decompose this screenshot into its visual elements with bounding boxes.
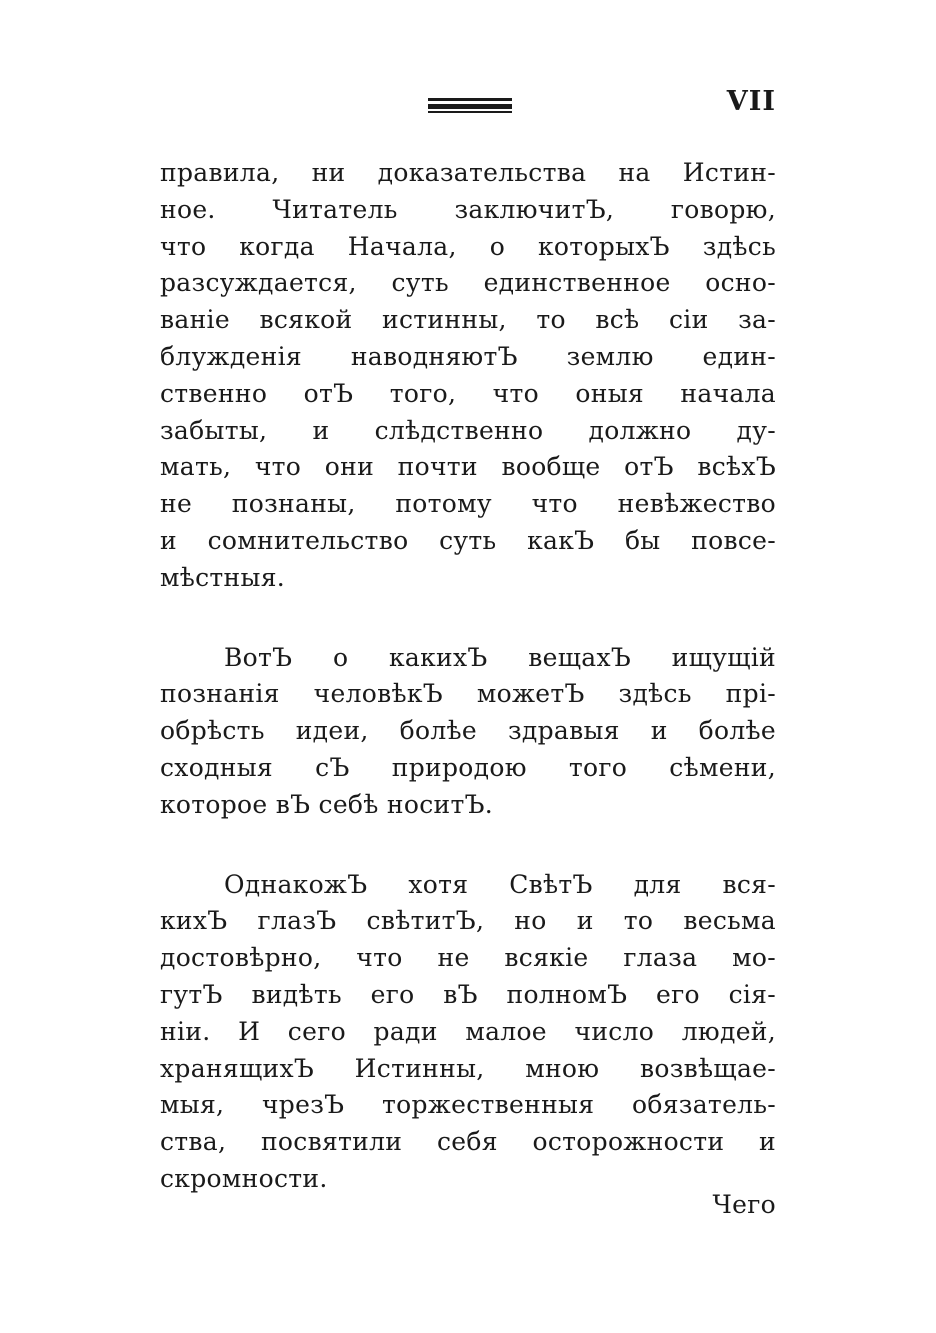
- text-line: обрѣсть идеи, болѣе здравыя и болѣе: [160, 716, 776, 746]
- text-line: мѣстныя.: [160, 562, 286, 592]
- text-line: мыя, чрезЪ торжественныя обязатель-: [160, 1090, 776, 1120]
- text-line: гутЪ видѣть его вЪ полномЪ его сія-: [160, 979, 776, 1009]
- text-line: блужденія наводняютЪ землю един-: [160, 341, 776, 371]
- text-line: познанія человѣкЪ можетЪ здѣсь прі-: [160, 679, 776, 709]
- paragraph-spacer: [160, 597, 776, 640]
- text-line: достовѣрно, что не всякіе глаза мо-: [160, 943, 776, 973]
- paragraph-2: [160, 640, 776, 824]
- body-text: [160, 155, 776, 1198]
- text-line: и сомнительство суть какЪ бы повсе-: [160, 525, 776, 555]
- text-line: мать, что они почти вообще отЪ всѣхЪ: [160, 452, 776, 482]
- text-line: ваніе всякой истинны, то всѣ сіи за-: [160, 305, 776, 335]
- paragraph-1: [160, 155, 776, 597]
- rule-line-middle: [428, 104, 512, 109]
- text-line: забыты, и слѣдственно должно ду-: [160, 415, 776, 445]
- header-ornament-rule: [428, 98, 512, 114]
- text-line: кихЪ глазЪ свѣтитЪ, но и то весьма: [160, 906, 776, 936]
- text-line: ніи. И сего ради малое число людей,: [160, 1016, 776, 1046]
- rule-line-top: [428, 98, 512, 101]
- rule-line-bottom: [428, 111, 512, 113]
- text-line: которое вЪ себѣ носитЪ.: [160, 789, 494, 819]
- page-number: VII: [726, 86, 776, 117]
- paragraph-3: [160, 867, 776, 1198]
- text-line: ное. Читатель заключитЪ, говорю,: [160, 194, 776, 224]
- text-line: разсуждается, суть единственное осно-: [160, 268, 776, 298]
- text-line: сходныя сЪ природою того сѣмени,: [160, 752, 776, 782]
- text-line: ВотЪ о какихЪ вещахЪ ищущій: [224, 642, 776, 672]
- text-line: ства, посвятили себя осторожности и: [160, 1127, 776, 1157]
- text-line: ОднакожЪ хотя СвѣтЪ для вся-: [224, 869, 776, 899]
- text-line: правила, ни доказательства на Истин-: [160, 158, 776, 187]
- text-line: хранящихЪ Истинны, мною возвѣщае-: [160, 1053, 776, 1083]
- text-line: не познаны, потому что невѣжество: [160, 489, 776, 519]
- paragraph-spacer: [160, 824, 776, 867]
- text-line: скромности.: [160, 1163, 328, 1193]
- text-line: ственно отЪ того, что оныя начала: [160, 378, 776, 408]
- catchword: Чего: [712, 1190, 776, 1219]
- text-line: что когда Начала, о которыхЪ здѣсь: [160, 231, 776, 261]
